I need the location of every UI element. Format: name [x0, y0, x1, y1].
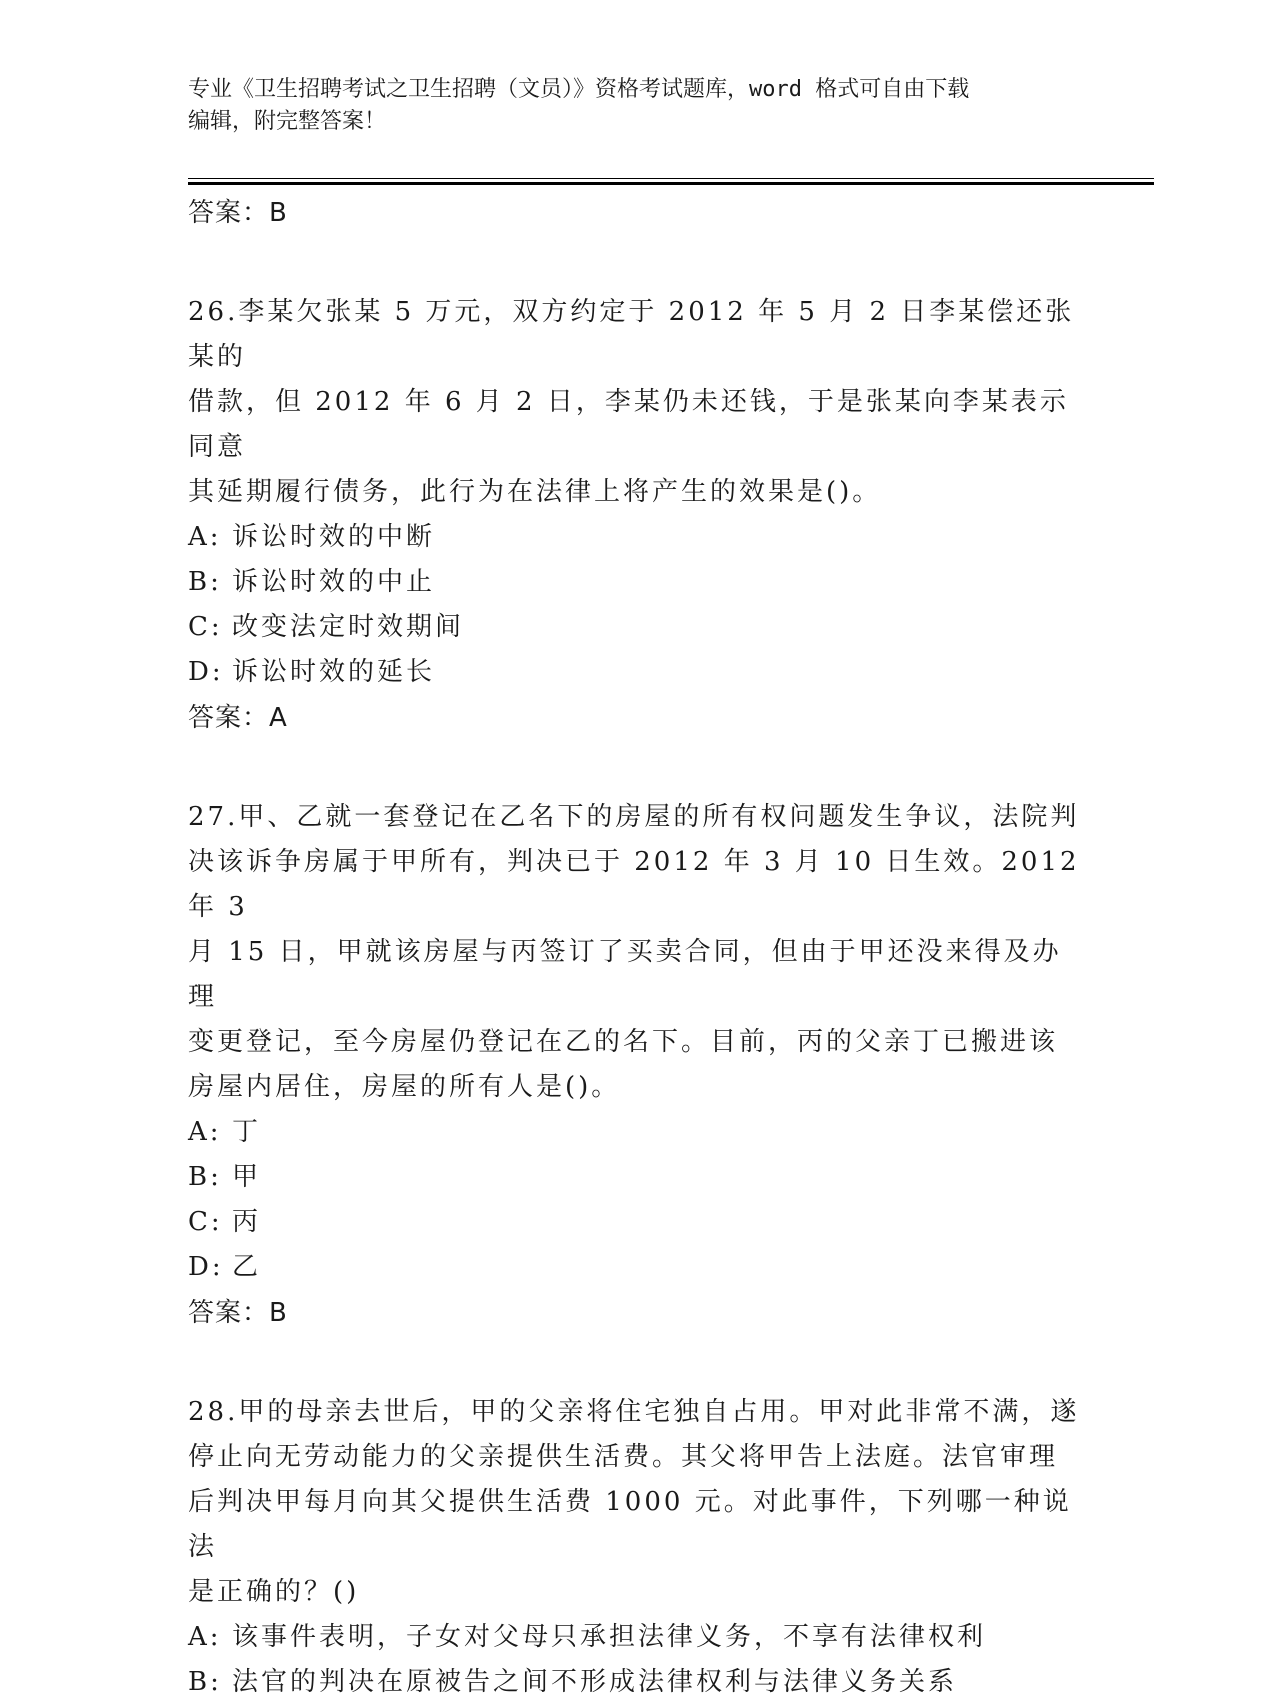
- option-text: 诉讼时效的延长: [232, 657, 436, 687]
- question-line: 借款，但 2012 年 6 月 2 日，李某仍未还钱，于是张某向李某表示同意: [188, 387, 1069, 462]
- question-line: 26.李某欠张某 5 万元，双方约定于 2012 年 5 月 2 日李某偿还张某的: [188, 297, 1075, 372]
- option-text: 丙: [232, 1207, 262, 1237]
- question-line: 房屋内居住，房屋的所有人是()。: [188, 1072, 621, 1102]
- question-line: 是正确的？(): [188, 1577, 360, 1607]
- question-line: 变更登记，至今房屋仍登记在乙的名下。目前，丙的父亲丁已搬进该: [188, 1027, 1059, 1057]
- option-text: 该事件表明，子女对父母只承担法律义务，不享有法律权利: [232, 1622, 987, 1652]
- option-text: 法官的判决在原被告之间不形成法律权利与法律义务关系: [232, 1667, 958, 1697]
- option-a: [188, 1615, 1088, 1660]
- question-line: 决该诉争房属于甲所有，判决已于 2012 年 3 月 10 日生效。2012 年 3: [188, 847, 1080, 922]
- option-text: 诉讼时效的中断: [232, 522, 436, 552]
- option-key: A:: [188, 1117, 222, 1147]
- header-rule-thin: [188, 178, 1154, 179]
- option-c: [188, 605, 1088, 650]
- option-key: C:: [188, 1207, 223, 1237]
- option-text: 乙: [232, 1252, 262, 1282]
- question-28: [188, 1390, 1088, 1705]
- header-line-2: 编辑，附完整答案！: [188, 109, 387, 134]
- question-line: 27.甲、乙就一套登记在乙名下的房屋的所有权问题发生争议，法院判: [188, 802, 1080, 832]
- option-b: [188, 1660, 1088, 1705]
- option-a: [188, 1110, 1088, 1155]
- answer-label: 答案：A: [188, 703, 288, 733]
- option-text: 甲: [232, 1162, 262, 1192]
- option-text: 丁: [232, 1117, 262, 1147]
- question-27: [188, 795, 1088, 1336]
- option-key: B:: [188, 1162, 222, 1192]
- option-key: B:: [188, 1667, 222, 1697]
- question-line: 28.甲的母亲去世后，甲的父亲将住宅独自占用。甲对此非常不满，遂: [188, 1397, 1080, 1427]
- option-d: [188, 650, 1088, 695]
- question-26: [188, 290, 1088, 741]
- option-key: A:: [188, 522, 222, 552]
- option-text: 诉讼时效的中止: [232, 567, 436, 597]
- option-d: [188, 1245, 1088, 1290]
- option-b: [188, 1155, 1088, 1200]
- option-key: D:: [188, 1252, 224, 1282]
- option-key: A:: [188, 1622, 222, 1652]
- option-c: [188, 1200, 1088, 1245]
- option-key: C:: [188, 612, 223, 642]
- question-line: 月 15 日，甲就该房屋与丙签订了买卖合同，但由于甲还没来得及办理: [188, 937, 1062, 1012]
- option-key: B:: [188, 567, 222, 597]
- option-b: [188, 560, 1088, 605]
- question-line: 其延期履行债务，此行为在法律上将产生的效果是()。: [188, 477, 882, 507]
- question-line: 停止向无劳动能力的父亲提供生活费。其父将甲告上法庭。法官审理: [188, 1442, 1059, 1472]
- answer-label: 答案：B: [188, 198, 288, 228]
- option-key: D:: [188, 657, 224, 687]
- answer-label: 答案：B: [188, 1298, 288, 1328]
- document-body: [188, 190, 1088, 1705]
- document-header: [188, 74, 1088, 138]
- header-line-1: 专业《卫生招聘考试之卫生招聘（文员）》资格考试题库，word 格式可自由下载: [188, 77, 970, 102]
- option-a: [188, 515, 1088, 560]
- header-rule-thick: [188, 182, 1154, 185]
- option-text: 改变法定时效期间: [232, 612, 465, 642]
- question-line: 后判决甲每月向其父提供生活费 1000 元。对此事件，下列哪一种说法: [188, 1487, 1072, 1562]
